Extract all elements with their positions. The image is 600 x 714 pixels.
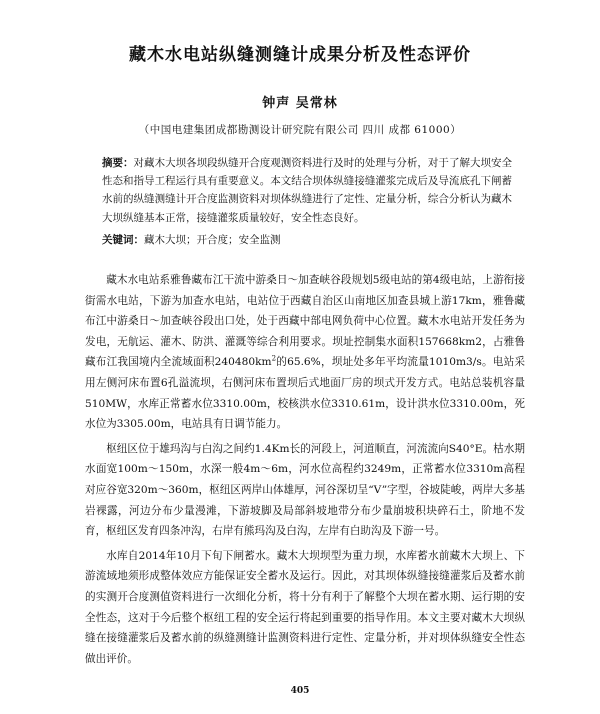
body-text [85,270,525,669]
keywords-text: 藏木大坝；开合度；安全监测 [144,234,281,246]
paper-title: 藏木水电站纵缝测缝计成果分析及性态评价 [129,45,471,65]
keywords-label: 关键词： [102,234,144,246]
abstract-label: 摘要： [102,157,134,169]
body-paragraph-1-part-a: 藏木水电站系雅鲁藏布江干流中游桑日～加查峡谷段规划5级电站的第4级电站，上游衔接街需水电站，下游为加查水电站，电站位于西藏自治区山南地区加查县城上游17km，雅鲁藏布江中游桑日～加查峡谷段出口处，处于西藏中部电网负荷中心位置。藏木水电站开发任务为发电，无航运、灌木、防洪、灌溉等综合利用要求。坝址控制集水面积157668km2，占雅鲁藏布江我国境内全流域面积240480km [85,274,525,369]
body-paragraph-3: 水库自2014年10月下旬下闸蓄水。藏木大坝坝型为重力坝，水库蓄水前藏木大坝上、下游流域地须形成整体效应方能保证安全蓄水及运行。因此，对其坝体纵缝接缝灌浆后及蓄水前的实测开合度测值资料进行一次细化分析，将十分有利于了解整个大坝在蓄水期、运行期的安全性态，这对于今后整个枢纽工程的安全运行将起到重要的指导作用。本文主要对藏木大坝纵缝在接缝灌浆后及蓄水前的纵缝测缝计监测资料进行定性、定量分析，并对坝体纵缝安全性态做出评价。 [85,549,525,665]
paper-affiliation: （中国电建集团成都勘测设计研究院有限公司 四川 成都 61000） [138,124,462,136]
abstract [102,154,512,227]
keywords [102,232,512,247]
body-paragraph-1 [85,270,525,435]
body-paragraph-1-part-b: 的65.6%，坝址处多年平均流量1010m3/s。电站采用左侧河床布置6孔溢流坝，右侧河床布置坝后式地面厂房的坝式开发方式。电站总装机容量510MW，水库正常蓄水位3310.00m，校核洪水位3310.61m，设计洪水位3310.00m，死水位为3305.00m，电站具有日调节能力。 [85,356,525,431]
abstract-text: 对藏木大坝各坝段纵缝开合度观测资料进行及时的处理与分析，对于了解大坝安全性态和指导工程运行具有重要意义。本文结合坝体纵缝接缝灌浆完成后及导流底孔下闸蓄水前的纵缝测缝计开合度监测资料对坝体纵缝进行了定性、定量分析，综合分析认为藏木大坝纵缝基本正常，接缝灌浆质量较好，安全性态良好。 [102,157,513,224]
body-paragraph-2: 枢纽区位于雄玛沟与白沟之间约1.4Km长的河段上，河道顺直，河流流向S40°E。枯水期水面宽100m～150m，水深一般4m～6m，河水位高程约3249m，正常蓄水位3310m高程对应谷宽320m～360m，枢纽区两岸山体雄厚，河谷深切呈“V”字型，谷坡陡峻，两岸大多基岩裸露，河边分布少量漫滩，下游坡脚及局部斜坡地带分布少量崩坡积块碎石土，阶地不发育，枢纽区发育四条冲沟，右岸有熊玛沟及白沟，左岸有白助沟及下游一号。 [85,442,525,538]
superscript-2: 2 [271,354,277,363]
page-number: 405 [290,686,310,696]
paper-authors: 钟声 吴常林 [262,96,338,111]
